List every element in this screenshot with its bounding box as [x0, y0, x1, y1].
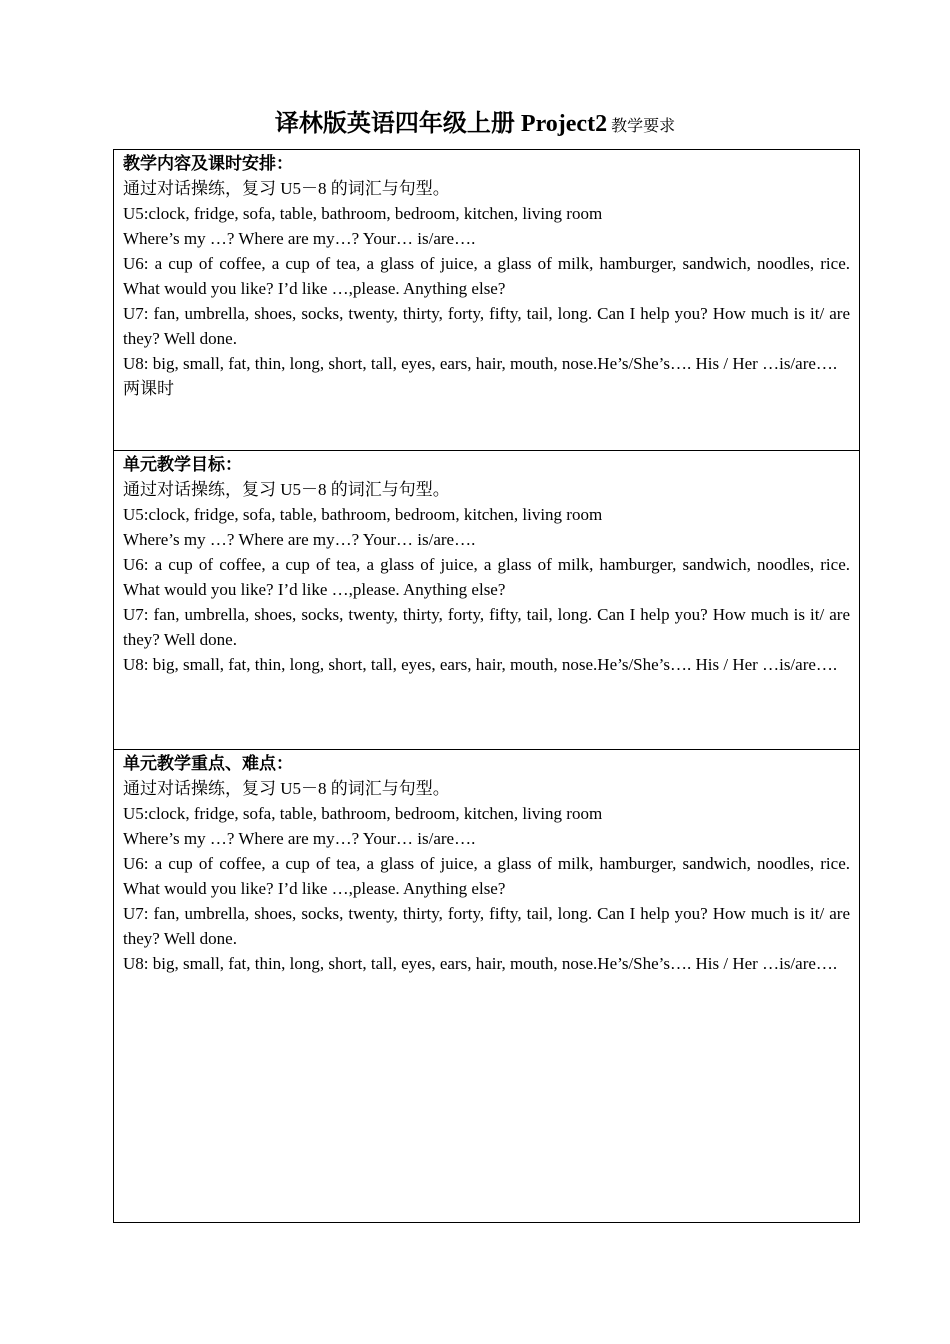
- section-line: 两课时: [123, 379, 174, 398]
- section-line: Where’s my …? Where are my…? Your… is/are….: [123, 829, 476, 848]
- teaching-requirements-table: [113, 149, 860, 1223]
- section-line: 通过对话操练，复习 U5－8 的词汇与句型。: [123, 779, 450, 798]
- section-line: U8: big, small, fat, thin, long, short, tall, eyes, ears, hair, mouth, nose.He’s/She’s…. His / Her …is/are….: [123, 954, 838, 973]
- section-heading: 单元教学目标：: [123, 455, 242, 474]
- section-line: 通过对话操练，复习 U5－8 的词汇与句型。: [123, 480, 450, 499]
- section-line: 通过对话操练，复习 U5－8 的词汇与句型。: [123, 179, 450, 198]
- section-line: U5:clock, fridge, sofa, table, bathroom, bedroom, kitchen, living room: [123, 204, 603, 223]
- section-unit-objectives: [114, 450, 859, 749]
- section-line: U6: a cup of coffee, a cup of tea, a glass of juice, a glass of milk, hamburger, sandwich, noodles, rice. What would you like? I’d like …,please. Anything else?: [123, 854, 850, 898]
- section-line: Where’s my …? Where are my…? Your… is/are….: [123, 530, 476, 549]
- section-line: U6: a cup of coffee, a cup of tea, a glass of juice, a glass of milk, hamburger, sandwich, noodles, rice. What would you like? I’d like …,please. Anything else?: [123, 555, 850, 599]
- section-line: U7: fan, umbrella, shoes, socks, twenty, thirty, forty, fifty, tail, long. Can I help you? How much is it/ are they? Well done.: [123, 304, 850, 348]
- section-line: U7: fan, umbrella, shoes, socks, twenty, thirty, forty, fifty, tail, long. Can I help you? How much is it/ are they? Well done.: [123, 605, 850, 649]
- section-line: U6: a cup of coffee, a cup of tea, a glass of juice, a glass of milk, hamburger, sandwich, noodles, rice. What would you like? I’d like …,please. Anything else?: [123, 254, 850, 298]
- document-title: [0, 108, 950, 143]
- document-title-sub: 教学要求: [611, 118, 676, 135]
- document-title-main: 译林版英语四年级上册 Project2: [274, 111, 608, 137]
- section-line: U8: big, small, fat, thin, long, short, tall, eyes, ears, hair, mouth, nose.He’s/She’s…. His / Her …is/are….: [123, 354, 838, 373]
- section-key-and-difficult-points: [114, 749, 859, 1222]
- section-line: U5:clock, fridge, sofa, table, bathroom, bedroom, kitchen, living room: [123, 505, 603, 524]
- section-heading: 教学内容及课时安排：: [123, 154, 293, 173]
- section-line: U8: big, small, fat, thin, long, short, tall, eyes, ears, hair, mouth, nose.He’s/She’s…. His / Her …is/are….: [123, 655, 838, 674]
- section-line: Where’s my …? Where are my…? Your… is/are….: [123, 229, 476, 248]
- section-line: U5:clock, fridge, sofa, table, bathroom, bedroom, kitchen, living room: [123, 804, 603, 823]
- section-line: U7: fan, umbrella, shoes, socks, twenty, thirty, forty, fifty, tail, long. Can I help you? How much is it/ are they? Well done.: [123, 904, 850, 948]
- section-content-and-schedule: [114, 150, 859, 450]
- section-heading: 单元教学重点、难点：: [123, 754, 293, 773]
